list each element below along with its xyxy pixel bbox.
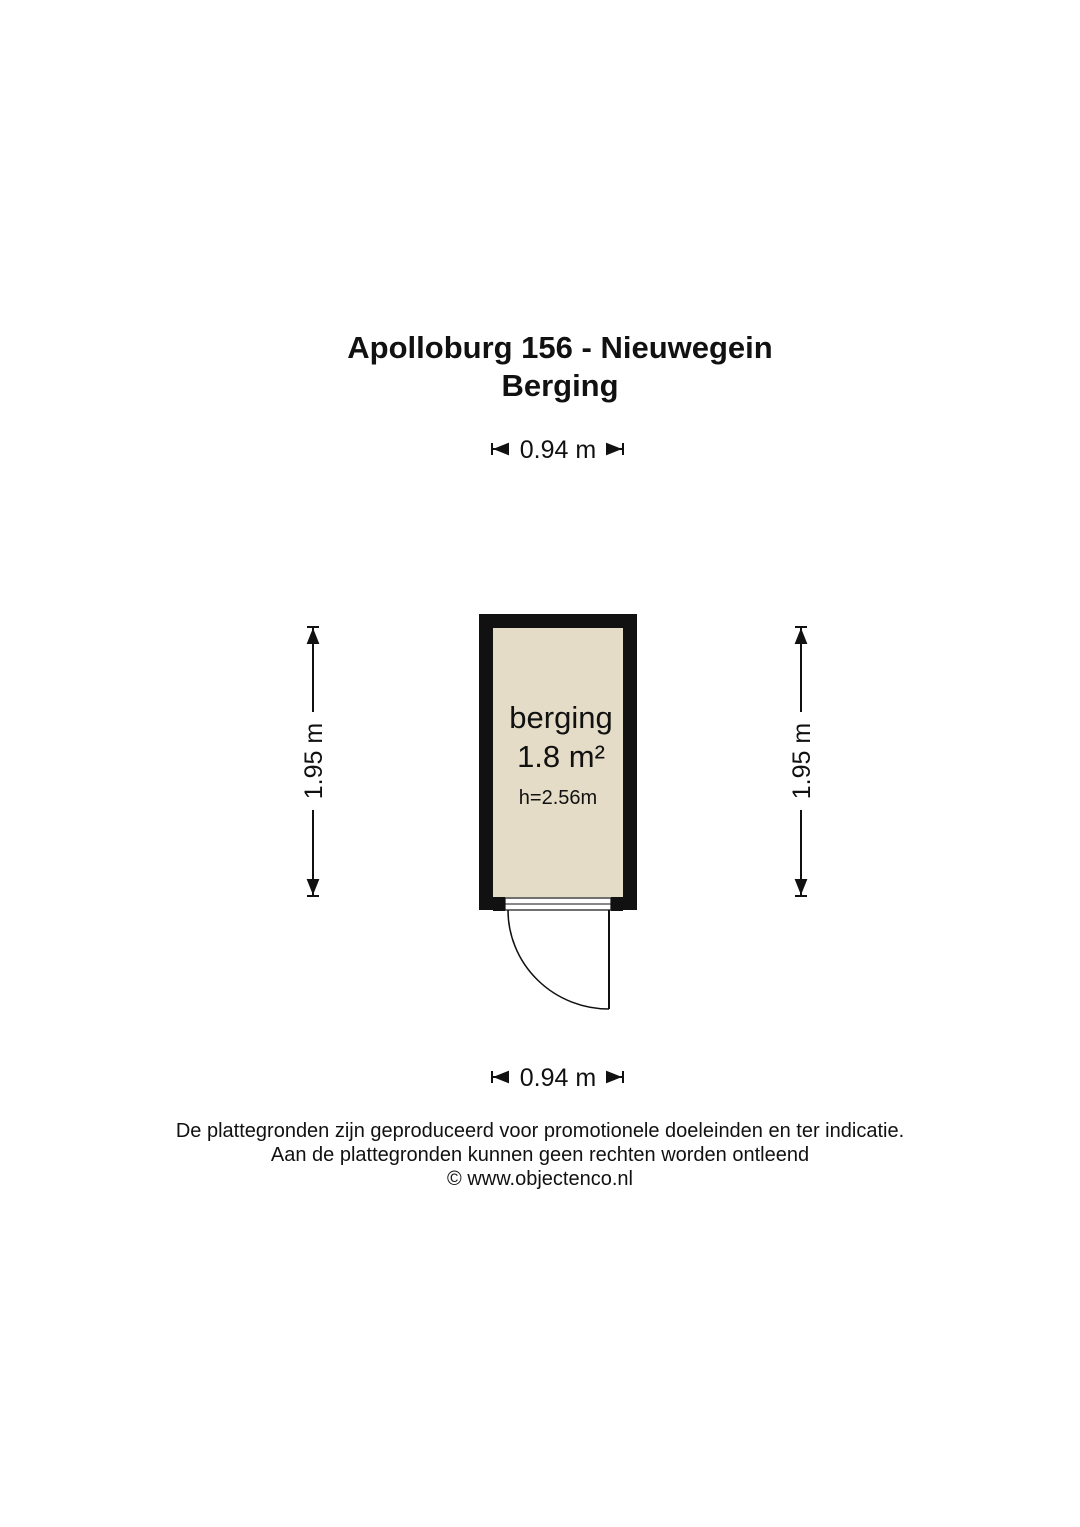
room-name: berging [509,700,613,735]
disclaimer-text: Aan de plattegronden kunnen geen rechten worden ontleend [270,1144,810,1166]
door-jamb [611,897,623,911]
disclaimer-text: De plattegronden zijn geproduceerd voor promotionele doeleinden en ter indicatie. [175,1120,905,1142]
room-berging [479,614,637,1009]
plan-subtitle: Berging [501,368,619,403]
left-height-dimension [300,627,328,896]
right-height-label: 1.95 m [788,722,816,800]
door-swing-arc [508,910,609,1009]
right-height-dimension [788,627,816,896]
copyright-text: © www.objectenco.nl [447,1168,633,1190]
door-jamb [493,897,505,911]
top-width-label: 0.94 m [519,436,597,464]
room-area: 1.8 m² [517,739,605,774]
left-height-label: 1.95 m [300,722,328,800]
top-width-dimension [492,436,623,464]
plan-title: Apolloburg 156 - Nieuwegein [347,330,773,365]
room-height: h=2.56m [518,787,598,809]
bottom-width-label: 0.94 m [519,1064,597,1092]
bottom-width-dimension [492,1064,623,1092]
